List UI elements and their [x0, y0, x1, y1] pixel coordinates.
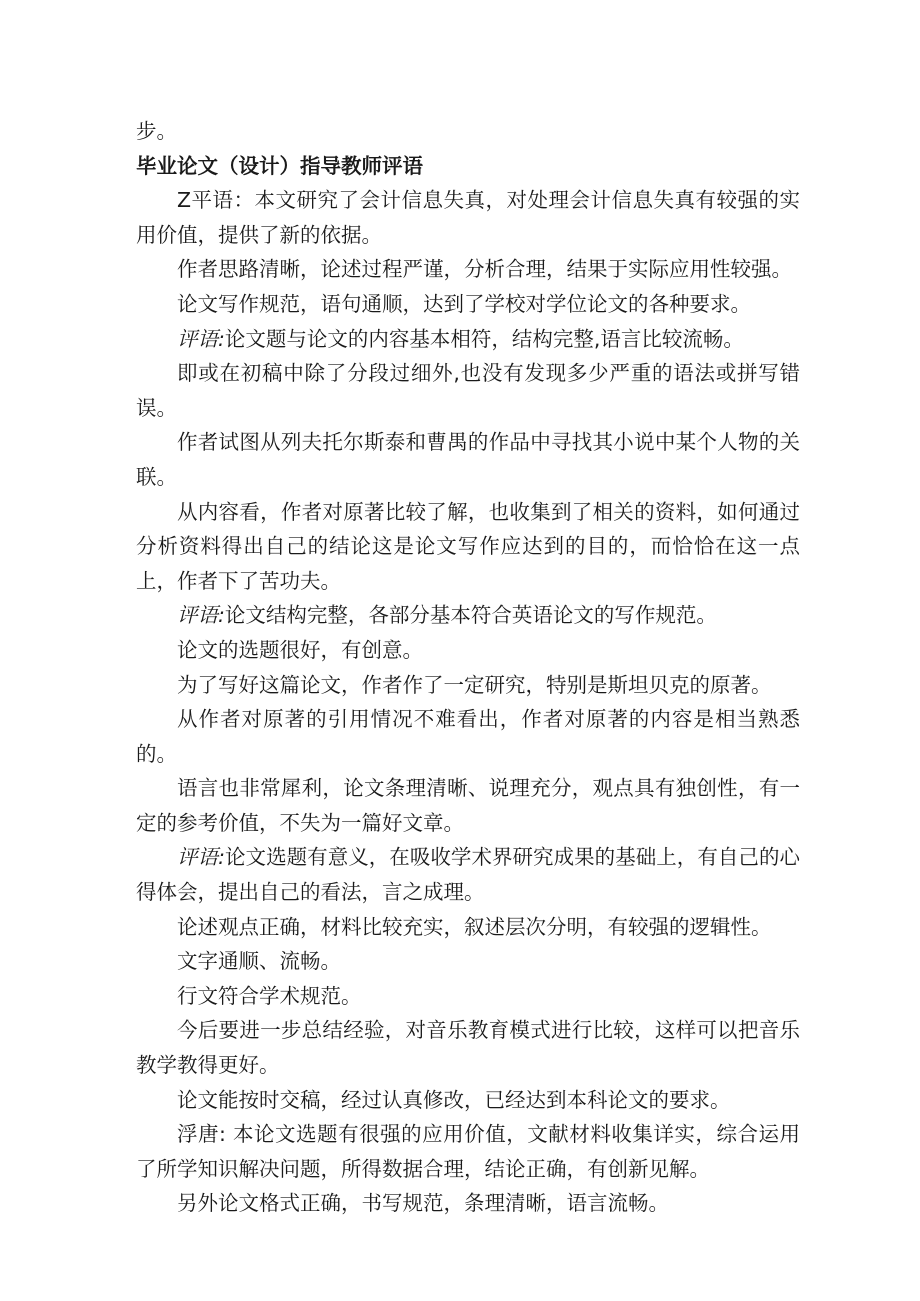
paragraph-text: 论文的选题很好，有创意。 [177, 637, 423, 662]
paragraph-text: 从内容看，作者对原著比较了解，也收集到了相关的资料，如何通过分析资料得出自己的结论这是论文写作应达到的目的，而恰恰在这一点上，作者下了苦功夫。 [136, 499, 800, 593]
comment-label: 评语: [177, 845, 225, 870]
paragraph-20 [136, 1186, 800, 1221]
continued-fragment: 步。 [136, 119, 177, 143]
paragraph-13 [136, 840, 800, 909]
paragraph-text: 论文选题有意义，在吸收学术界研究成果的基础上，有自己的心得体会，提出自己的看法，言之成理。 [136, 845, 800, 905]
paragraph-2 [136, 252, 800, 287]
paragraph-18 [136, 1083, 800, 1118]
section-heading: 毕业论文（设计）指导教师评语 [136, 153, 423, 178]
paragraph-text: 即或在初稿中除了分段过细外,也没有发现多少严重的语法或拼写错误。 [136, 361, 800, 420]
paragraph-text: 为了写好这篇论文，作者作了一定研究，特别是斯坦贝克的原著。 [177, 672, 772, 697]
paragraph-text: Z平语：本文研究了会计信息失真，对处理会计信息失真有较强的实用价值，提供了新的依据。 [136, 188, 800, 247]
paragraph-3 [136, 287, 800, 322]
paragraph-text: 从作者对原著的引用情况不难看出，作者对原著的内容是相当熟悉的。 [136, 707, 800, 766]
comment-label: 评语: [177, 326, 225, 351]
paragraph-8 [136, 598, 800, 633]
paragraph-11 [136, 702, 800, 771]
paragraph-text: 论文写作规范，语句通顺，达到了学校对学位论文的各种要求。 [177, 291, 751, 316]
paragraph-text: 作者思路清晰，论述过程严谨，分析合理，结果于实际应用性较强。 [177, 257, 792, 282]
paragraph-text: 论述观点正确，材料比较充实，叙述层次分明，有较强的逻辑性。 [177, 914, 772, 939]
paragraph-6 [136, 425, 800, 494]
document-page [136, 114, 800, 1221]
paragraph-16 [136, 979, 800, 1014]
paragraph-text: 论文结构完整，各部分基本符合英语论文的写作规范。 [224, 603, 717, 628]
paragraph-text: 浮唐: 本论文选题有很强的应用价值，文献材料收集详实，综合运用了所学知识解决问题，所得数据合理，结论正确，有创新见解。 [136, 1122, 800, 1181]
paragraph-text: 论文题与论文的内容基本相符，结构完整,语言比较流畅。 [224, 326, 744, 351]
paragraph-12 [136, 771, 800, 840]
paragraph-4 [136, 322, 800, 357]
paragraph-5 [136, 356, 800, 425]
paragraph-19 [136, 1117, 800, 1186]
paragraph-text: 今后要进一步总结经验，对音乐教育模式进行比较，这样可以把音乐教学教得更好。 [136, 1018, 800, 1078]
paragraph-text: 行文符合学术规范。 [177, 983, 362, 1008]
paragraph-text: 文字通顺、流畅。 [177, 949, 341, 974]
comment-label: 评语: [177, 603, 225, 628]
paragraph-text: 语言也非常犀利，论文条理清晰、说理充分，观点具有独创性，有一定的参考价值，不失为一篇好文章。 [136, 776, 800, 835]
paragraph-1 [136, 183, 800, 252]
paragraph-text: 另外论文格式正确，书写规范，条理清晰，语言流畅。 [177, 1191, 669, 1216]
paragraph-7 [136, 495, 800, 599]
paragraph-text: 论文能按时交稿，经过认真修改，已经达到本科论文的要求。 [177, 1087, 731, 1112]
paragraph-10 [136, 668, 800, 703]
paragraph-text: 作者试图从列夫托尔斯泰和曹禺的作品中寻找其小说中某个人物的关联。 [136, 430, 800, 489]
paragraph-15 [136, 944, 800, 979]
paragraph-14 [136, 910, 800, 945]
paragraph-17 [136, 1013, 800, 1082]
paragraph-9 [136, 633, 800, 668]
